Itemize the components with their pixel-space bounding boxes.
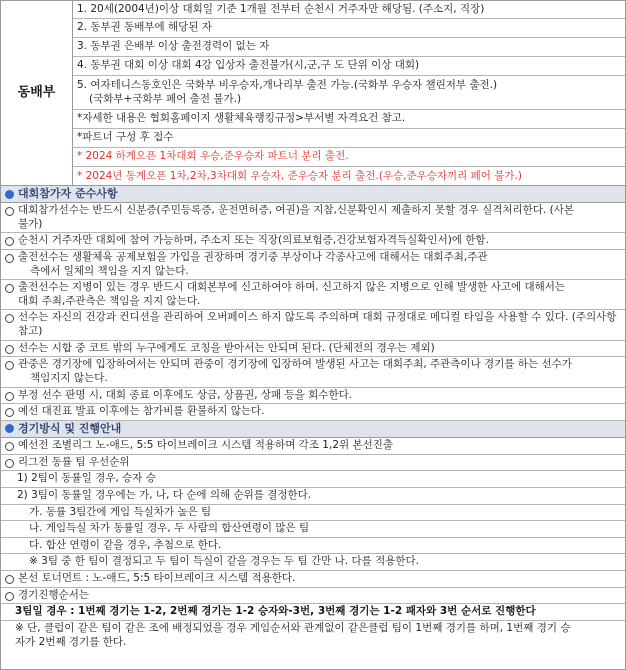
division-table — [1, 1, 625, 186]
rule-text: 예선 대진표 발표 이후에는 참가비를 환불하지 않는다. — [18, 405, 265, 418]
rule-row: *자세한 내용은 협회홈페이지 생활체육랭킹규정>부서별 자격요건 참고. — [73, 110, 625, 129]
format-item — [1, 571, 625, 588]
format-text: ※ 3팀 중 한 팀이 결정되고 두 팀이 득실이 같을 경우는 두 팀 간만 나. 다를 적용한다. — [29, 555, 419, 568]
circle-bullet-icon — [5, 361, 14, 370]
bullet-icon — [5, 190, 14, 199]
circle-bullet-icon — [5, 575, 14, 584]
format-text: 리그전 동률 팀 우선순위 — [18, 455, 130, 468]
format-item — [1, 455, 625, 472]
circle-bullet-icon — [5, 314, 14, 323]
circle-bullet-icon — [5, 442, 14, 451]
rule-item — [1, 404, 625, 421]
rule-item — [1, 250, 625, 280]
format-subitem — [1, 471, 625, 488]
rule-text: 관중은 경기장에 입장하여서는 안되며 관중이 경기장에 입장하여 발생된 사고는 대회주최, 주관측이나 경기를 하는 선수가 — [18, 358, 572, 371]
rule-text: 불가) — [18, 217, 43, 230]
format-subitem — [1, 521, 625, 538]
division-rules — [73, 1, 625, 185]
format-text: 가. 동률 3팀간에 게임 득실차가 높은 팀 — [29, 505, 212, 518]
rule-text: 측에서 일체의 책임을 지지 않는다. — [30, 264, 189, 277]
rule-row: 4. 동부권 대회 이상 대회 4강 입상자 출전불가(시,군,구 도 단위 이상 대회) — [73, 57, 625, 76]
circle-bullet-icon — [5, 284, 14, 293]
rule-row: 2. 동부권 동배부에 해당된 자 — [73, 19, 625, 38]
format-text: 2) 3팀이 동률일 경우에는 가, 나, 다 순에 의해 순위를 결정한다. — [17, 488, 312, 501]
rule-text: 순천시 거주자만 대회에 참여 가능하며, 주소지 또는 직장(의료보험증,건강보험자격득실확인서)에 한함. — [18, 234, 489, 247]
rule-row-highlight: * 2024년 동계오픈 1차,2차,3차대회 우승자, 준우승자 분리 출전.(우승,준우승자끼리 페어 불가.) — [77, 169, 522, 182]
format-text: 다. 합산 연령이 같을 경우, 추첨으로 한다. — [29, 538, 222, 551]
format-text: ※ 단, 클럽이 같은 팀이 같은 조에 배정되었을 경우 게임순서와 관계없이 같은클럽 팀이 1번째 경기를 하며, 1번째 경기 승 — [15, 622, 571, 635]
rule-text: 참고) — [18, 325, 43, 338]
rule-text: 대회참가선수는 반드시 신분증(주민등록증, 운전면허증, 여권)을 지참,신분확인시 제출하지 못할 경우 실격처리한다. (사본 — [18, 204, 575, 216]
section-title: 대회참가자 준수사항 — [18, 186, 118, 200]
format-text: 1) 2팀이 동률일 경우, 승자 승 — [17, 472, 156, 485]
format-text: 예선전 조별리그 노-애드, 5:5 타이브레이크 시스템 적용하며 각조 1,2위 본선진출 — [18, 438, 394, 451]
circle-bullet-icon — [5, 207, 14, 216]
rule-text: 책임지지 않는다. — [30, 372, 108, 385]
circle-bullet-icon — [5, 459, 14, 468]
rule-item — [1, 341, 625, 358]
rule-row — [73, 76, 625, 110]
rule-text: 부정 선수 판명 시, 대회 종료 이후에도 상금, 상품권, 상패 등을 회수한다. — [18, 388, 353, 401]
section-header-match-format — [1, 421, 625, 438]
circle-bullet-icon — [5, 254, 14, 263]
format-item — [1, 438, 625, 455]
circle-bullet-icon — [5, 237, 14, 246]
rule-row: 3. 동부권 은배부 이상 출전경력이 없는 자 — [73, 38, 625, 57]
rule-item — [1, 388, 625, 405]
division-label: 동배부 — [1, 1, 73, 185]
format-subitem — [1, 554, 625, 571]
format-subitem — [1, 538, 625, 555]
rule-row: *파트너 구성 후 접수 — [73, 129, 625, 148]
rule-text: 출전선수는 지병이 있는 경우 반드시 대회본부에 신고하여야 하며. 신고하지 않은 지병으로 인해 발생한 사고에 대해서는 — [18, 281, 566, 294]
rule-item — [1, 233, 625, 250]
format-order-item — [1, 604, 625, 621]
format-text: 경기진행순서는 — [18, 588, 90, 601]
circle-bullet-icon — [5, 392, 14, 401]
rule-item — [1, 310, 625, 340]
rule-item — [1, 280, 625, 310]
format-item — [1, 588, 625, 605]
rule-row-highlight: * 2024 하계오픈 1차대회 우승,준우승자 파트너 분리 출전. — [73, 148, 625, 167]
format-subitem — [1, 488, 625, 505]
format-text: 나. 게임득실 차가 동률일 경우, 두 사람의 합산연령이 많은 팀 — [29, 522, 310, 535]
format-text: 3팀일 경우 : 1번째 경기는 1-2, 2번째 경기는 1-2 승자와-3번, 3번째 경기는 1-2 패자와 3번 순서로 진행한다 — [15, 605, 536, 618]
format-text: 자가 2번째 경기를 한다. — [15, 635, 127, 648]
rule-item — [1, 203, 625, 233]
rule-text: 선수는 시합 중 코트 밖의 누구에게도 코칭을 받아서는 안되며 된다. (단체전의 경우는 제외) — [18, 341, 435, 354]
format-subitem — [1, 505, 625, 522]
section-title: 경기방식 및 진행안내 — [18, 421, 122, 435]
format-note — [1, 621, 625, 650]
rule-text: 선수는 자신의 건강과 컨디션을 관리하여 오버페이스 하지 않도록 주의하며 대회 규정대로 메디컬 타임을 사용할 수 있다. (주의사항 — [18, 311, 617, 324]
circle-bullet-icon — [5, 345, 14, 354]
rule-text: 출전선수는 생활체육 공제보험을 가입을 권장하며 경기중 부상이나 각종사고에 대해서는 대회주최,주관 — [18, 250, 488, 263]
rule-line: 5. 여자테니스동호인은 국화부 비우승자,개나리부 출전 가능.(국화부 우승자 챌린저부 출전.) — [77, 78, 498, 91]
rule-row: 1. 20세(2004년)이상 대회일 기준 1개월 전부터 순천시 거주자만 해당됨. (주소지, 직장) — [73, 1, 625, 19]
rule-text: 대회 주최,주관측은 책임을 지지 않는다. — [18, 294, 201, 307]
circle-bullet-icon — [5, 592, 14, 601]
format-text: 본선 토너먼트 : 노-애드, 5:5 타이브레이크 시스템 적용한다. — [18, 572, 296, 585]
rule-line: (국화부+국화부 페어 출전 불가.) — [89, 92, 242, 105]
circle-bullet-icon — [5, 408, 14, 417]
bullet-icon — [5, 424, 14, 433]
section-header-participant-rules — [1, 186, 625, 203]
rule-item — [1, 357, 625, 387]
